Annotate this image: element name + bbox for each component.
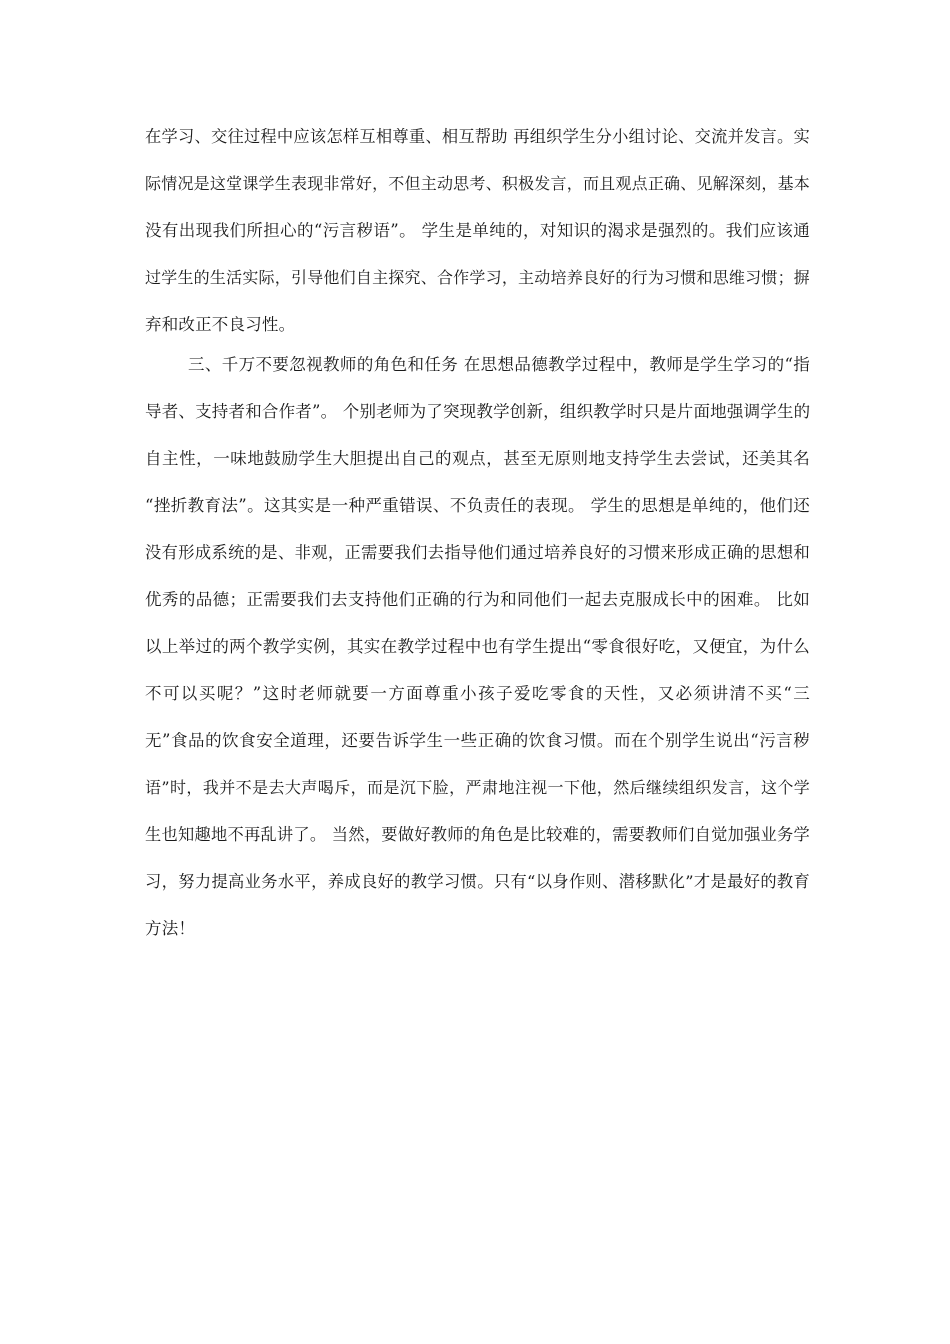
paragraph-2-line-11: 生也知趣地不再乱讲了。 当然，要做好教师的角色是比较难的，需要教师们自觉加强业务学 xyxy=(145,825,810,844)
paragraph-2-line-7: 以上举过的两个教学实例，其实在教学过程中也有学生提出“零食很好吃，又便宜，为什么 xyxy=(145,637,810,656)
paragraph-2-line-12: 习，努力提高业务水平，养成良好的教学习惯。只有“以身作则、潜移默化”才是最好的教育 xyxy=(145,872,810,891)
paragraph-2-line-10: 语”时，我并不是去大声喝斥，而是沉下脸，严肃地注视一下他，然后继续组织发言，这个学 xyxy=(145,778,810,797)
paragraph-1-line-3: 没有出现我们所担心的“污言秽语”。 学生是单纯的，对知识的渴求是强烈的。我们应该通 xyxy=(145,221,810,240)
paragraph-2-line-8: 不可以买呢？”这时老师就要一方面尊重小孩子爱吃零食的天性，又必须讲清不买“三 xyxy=(145,684,810,703)
paragraph-1-line-1: 在学习、交往过程中应该怎样互相尊重、相互帮助 再组织学生分小组讨论、交流并发言。实 xyxy=(145,127,810,146)
paragraph-2-line-9: 无”食品的饮食安全道理，还要告诉学生一些正确的饮食习惯。而在个别学生说出“污言秽 xyxy=(145,731,810,750)
paragraph-1-line-2: 际情况是这堂课学生表现非常好，不但主动思考、积极发言，而且观点正确、见解深刻，基本 xyxy=(145,174,810,193)
paragraph-2-line-6: 优秀的品德；正需要我们去支持他们正确的行为和同他们一起去克服成长中的困难。 比如 xyxy=(145,590,810,609)
paragraph-1-line-5: 弃和改正不良习性。 xyxy=(145,315,296,334)
paragraph-2-line-5: 没有形成系统的是、非观，正需要我们去指导他们通过培养良好的习惯来形成正确的思想和 xyxy=(145,543,810,562)
paragraph-2-line-4: “挫折教育法”。这其实是一种严重错误、不负责任的表现。 学生的思想是单纯的，他们还 xyxy=(145,496,810,515)
paragraph-2-line-13: 方法！ xyxy=(145,919,196,938)
paragraph-1-line-4: 过学生的生活实际，引导他们自主探究、合作学习，主动培养良好的行为习惯和思维习惯；摒 xyxy=(145,268,810,287)
paragraph-2-line-1: 三、千万不要忽视教师的角色和任务 在思想品德教学过程中，教师是学生学习的“指 xyxy=(188,355,810,374)
paragraph-2-line-2: 导者、支持者和合作者”。 个别老师为了突现教学创新，组织教学时只是片面地强调学生的 xyxy=(145,402,811,421)
paragraph-2-line-3: 自主性，一味地鼓励学生大胆提出自己的观点，甚至无原则地支持学生去尝试，还美其名 xyxy=(145,449,810,468)
